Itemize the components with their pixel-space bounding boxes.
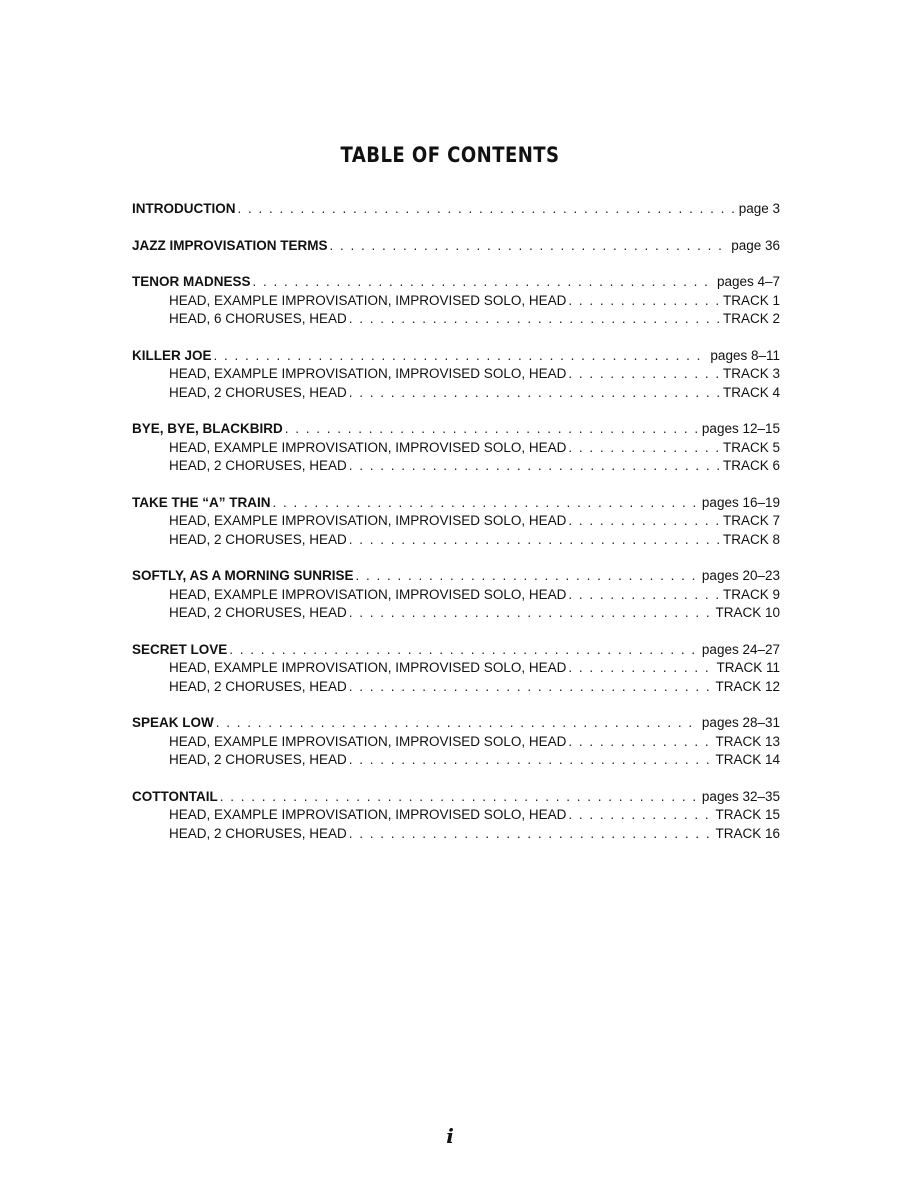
toc-entry [132,714,780,770]
toc-entry [132,347,780,403]
toc-track-label: HEAD, 2 CHORUSES, HEAD [169,531,347,547]
toc-entry-page: pages 28–31 [701,715,780,730]
toc-entry [132,420,780,476]
toc-entry-page: pages 12–15 [701,421,780,436]
dot-leader [349,751,714,770]
toc-track-number: TRACK 14 [715,752,780,767]
toc-entry-page: pages 8–11 [710,347,780,363]
dot-leader [568,806,713,825]
toc-entry-title: KILLER JOE [132,347,212,363]
toc-entry [132,788,780,844]
toc-entry-page: pages 16–19 [701,494,780,510]
toc-entry-title: TAKE THE “A” TRAIN [132,494,271,510]
toc-track-label: HEAD, EXAMPLE IMPROVISATION, IMPROVISED SOLO, HEAD [169,439,567,455]
dot-leader [349,310,721,329]
dot-leader [568,365,721,384]
toc-track-line [132,365,780,384]
toc-entry-title: BYE, BYE, BLACKBIRD [132,421,283,436]
toc-track-line [132,384,780,403]
toc-entry [132,200,780,219]
toc-entry-title: TENOR MADNESS [132,274,251,289]
toc-track-label: HEAD, 2 CHORUSES, HEAD [169,605,347,620]
dot-leader [568,512,721,531]
toc-track-line [132,751,780,770]
dot-leader [253,273,715,292]
dot-leader [349,457,721,476]
dot-leader [568,659,714,678]
toc-entry-line [132,200,780,219]
toc-track-number: TRACK 9 [722,586,780,602]
toc-entry-title: SOFTLY, AS A MORNING SUNRISE [132,568,354,583]
dot-leader [568,586,721,605]
toc-track-number: TRACK 15 [715,807,780,822]
toc-entry-page: page 36 [731,237,780,253]
toc-track-line [132,531,780,550]
toc-track-label: HEAD, EXAMPLE IMPROVISATION, IMPROVISED SOLO, HEAD [169,660,567,675]
toc-track-number: TRACK 6 [722,458,780,473]
toc-track-label: HEAD, 6 CHORUSES, HEAD [169,311,347,326]
dot-leader [568,733,713,752]
dot-leader [220,788,700,807]
toc-entry-line [132,347,780,366]
dot-leader [285,420,700,439]
toc-track-number: TRACK 16 [715,825,780,841]
dot-leader [273,494,700,513]
toc-track-line [132,604,780,623]
dot-leader [349,604,714,623]
toc-track-label: HEAD, EXAMPLE IMPROVISATION, IMPROVISED SOLO, HEAD [169,513,567,528]
toc-track-number: TRACK 13 [715,733,780,749]
toc-track-line [132,733,780,752]
toc-track-line [132,439,780,458]
toc-entry [132,273,780,329]
toc-track-number: TRACK 7 [722,513,780,528]
toc-entry [132,494,780,550]
toc-track-number: TRACK 2 [722,311,780,326]
toc-track-line [132,310,780,329]
toc-track-number: TRACK 1 [722,292,780,308]
toc-track-line [132,292,780,311]
dot-leader [568,292,721,311]
dot-leader [216,714,700,733]
toc-track-label: HEAD, 2 CHORUSES, HEAD [169,752,347,767]
dot-leader [349,825,714,844]
dot-leader [214,347,709,366]
toc-entry [132,567,780,623]
toc-track-number: TRACK 10 [715,605,780,620]
toc-track-number: TRACK 4 [722,384,780,400]
dot-leader [356,567,700,586]
toc-entry-line [132,494,780,513]
dot-leader [349,531,721,550]
toc-entry-title: JAZZ IMPROVISATION TERMS [132,237,328,253]
toc-entry-title: INTRODUCTION [132,201,236,216]
toc-track-number: TRACK 5 [722,439,780,455]
toc-entry-page: pages 20–23 [701,568,780,583]
toc-entry-page: pages 24–27 [701,641,780,657]
toc-entry-title: SECRET LOVE [132,641,228,657]
toc-track-number: TRACK 12 [715,678,780,694]
toc-entry-page: page 3 [738,201,780,216]
toc-track-number: TRACK 3 [722,366,780,381]
dot-leader [349,384,721,403]
toc-track-label: HEAD, EXAMPLE IMPROVISATION, IMPROVISED SOLO, HEAD [169,366,567,381]
toc-entry-title: COTTONTAIL [132,788,218,804]
toc-track-label: HEAD, EXAMPLE IMPROVISATION, IMPROVISED SOLO, HEAD [169,292,567,308]
toc-entry-line [132,237,780,256]
dot-leader [229,641,700,660]
toc-track-line [132,659,780,678]
toc-track-number: TRACK 8 [722,531,780,547]
toc-track-label: HEAD, 2 CHORUSES, HEAD [169,384,347,400]
toc-entry-line [132,714,780,733]
table-of-contents [132,200,780,861]
toc-track-label: HEAD, 2 CHORUSES, HEAD [169,825,347,841]
toc-track-line [132,806,780,825]
toc-track-line [132,586,780,605]
toc-track-number: TRACK 11 [716,660,780,675]
dot-leader [330,237,730,256]
toc-entry-line [132,567,780,586]
toc-track-line [132,678,780,697]
toc-entry [132,641,780,697]
toc-track-label: HEAD, EXAMPLE IMPROVISATION, IMPROVISED SOLO, HEAD [169,733,567,749]
page-title: TABLE OF CONTENTS [340,143,560,167]
dot-leader [238,200,737,219]
dot-leader [349,678,714,697]
toc-track-label: HEAD, 2 CHORUSES, HEAD [169,678,347,694]
toc-entry-page: pages 32–35 [701,788,780,804]
page-number: i [446,1124,454,1148]
toc-entry [132,237,780,256]
toc-track-label: HEAD, 2 CHORUSES, HEAD [169,458,347,473]
toc-entry-line [132,273,780,292]
toc-entry-line [132,788,780,807]
toc-entry-page: pages 4–7 [716,274,780,289]
toc-entry-line [132,641,780,660]
toc-track-line [132,457,780,476]
toc-track-label: HEAD, EXAMPLE IMPROVISATION, IMPROVISED SOLO, HEAD [169,807,567,822]
toc-track-line [132,512,780,531]
toc-track-line [132,825,780,844]
toc-track-label: HEAD, EXAMPLE IMPROVISATION, IMPROVISED SOLO, HEAD [169,586,567,602]
toc-entry-title: SPEAK LOW [132,715,214,730]
toc-entry-line [132,420,780,439]
dot-leader [568,439,721,458]
